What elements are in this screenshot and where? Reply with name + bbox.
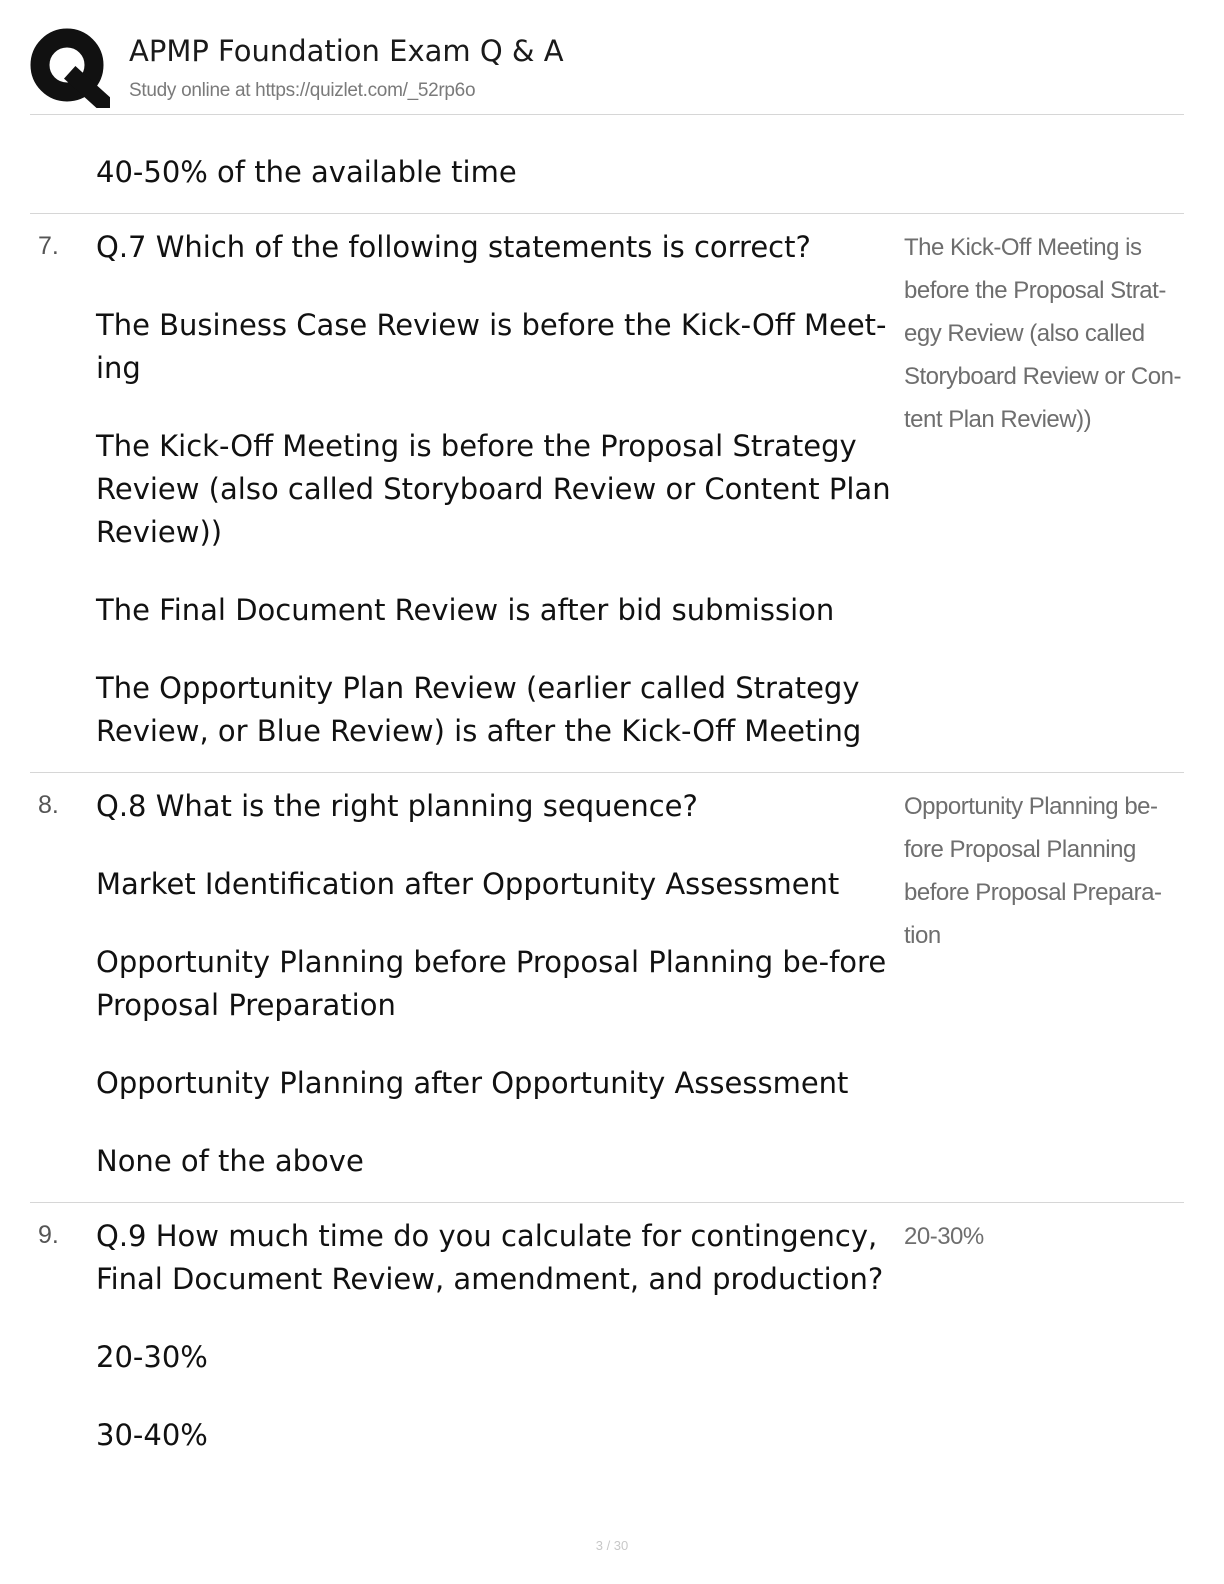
correct-answer: The Kick-Off Meeting is before the Proposal Strat-egy Review (also called Storyboard Review or Con-tent Plan Review)) xyxy=(904,234,1181,433)
answer-option: Market Identification after Opportunity Assessment xyxy=(96,867,840,901)
answer-option: 30-40% xyxy=(96,1418,208,1452)
answer-option: The Business Case Review is before the Kick-Off Meet-ing xyxy=(96,308,887,385)
question-text: Q.8 What is the right planning sequence? xyxy=(96,789,698,823)
page-header xyxy=(30,26,1184,115)
continuation-option: 40-50% of the available time xyxy=(96,155,517,189)
question-number: 7. xyxy=(38,232,59,260)
answer-option: Opportunity Planning after Opportunity Assessment xyxy=(96,1066,849,1100)
answer-option: The Kick-Off Meeting is before the Proposal Strategy Review (also called Storyboard Review or Content Plan Review)) xyxy=(96,429,891,549)
qa-row-7 xyxy=(30,214,1184,773)
quizlet-q-logo-icon xyxy=(30,28,110,108)
answer-option: None of the above xyxy=(96,1144,364,1178)
qa-row-8 xyxy=(30,773,1184,1203)
answer-option: 20-30% xyxy=(96,1340,208,1374)
question-text: Q.9 How much time do you calculate for contingency, Final Document Review, amendment, and production? xyxy=(96,1219,884,1296)
qa-row-9 xyxy=(30,1203,1184,1493)
answer-option: Opportunity Planning before Proposal Planning be-fore Proposal Preparation xyxy=(96,945,887,1022)
page-title: APMP Foundation Exam Q & A xyxy=(129,34,564,68)
study-online-link[interactable]: Study online at https://quizlet.com/_52rp6o xyxy=(129,80,476,101)
question-text: Q.7 Which of the following statements is correct? xyxy=(96,230,811,264)
question-body xyxy=(96,226,896,753)
question-body xyxy=(96,1215,896,1457)
answer-option: The Opportunity Plan Review (earlier called Strategy Review, or Blue Review) is after the Kick-Off Meeting xyxy=(96,671,862,748)
correct-answer: Opportunity Planning be-fore Proposal Planning before Proposal Prepara-tion xyxy=(904,793,1162,949)
question-number: 8. xyxy=(38,791,59,819)
question-number: 9. xyxy=(38,1221,59,1249)
page-number: 3 / 30 xyxy=(595,1538,629,1553)
question-body xyxy=(96,785,896,1183)
answer-option: The Final Document Review is after bid submission xyxy=(96,593,835,627)
previous-answer-continuation xyxy=(30,114,1184,214)
correct-answer: 20-30% xyxy=(904,1223,984,1250)
